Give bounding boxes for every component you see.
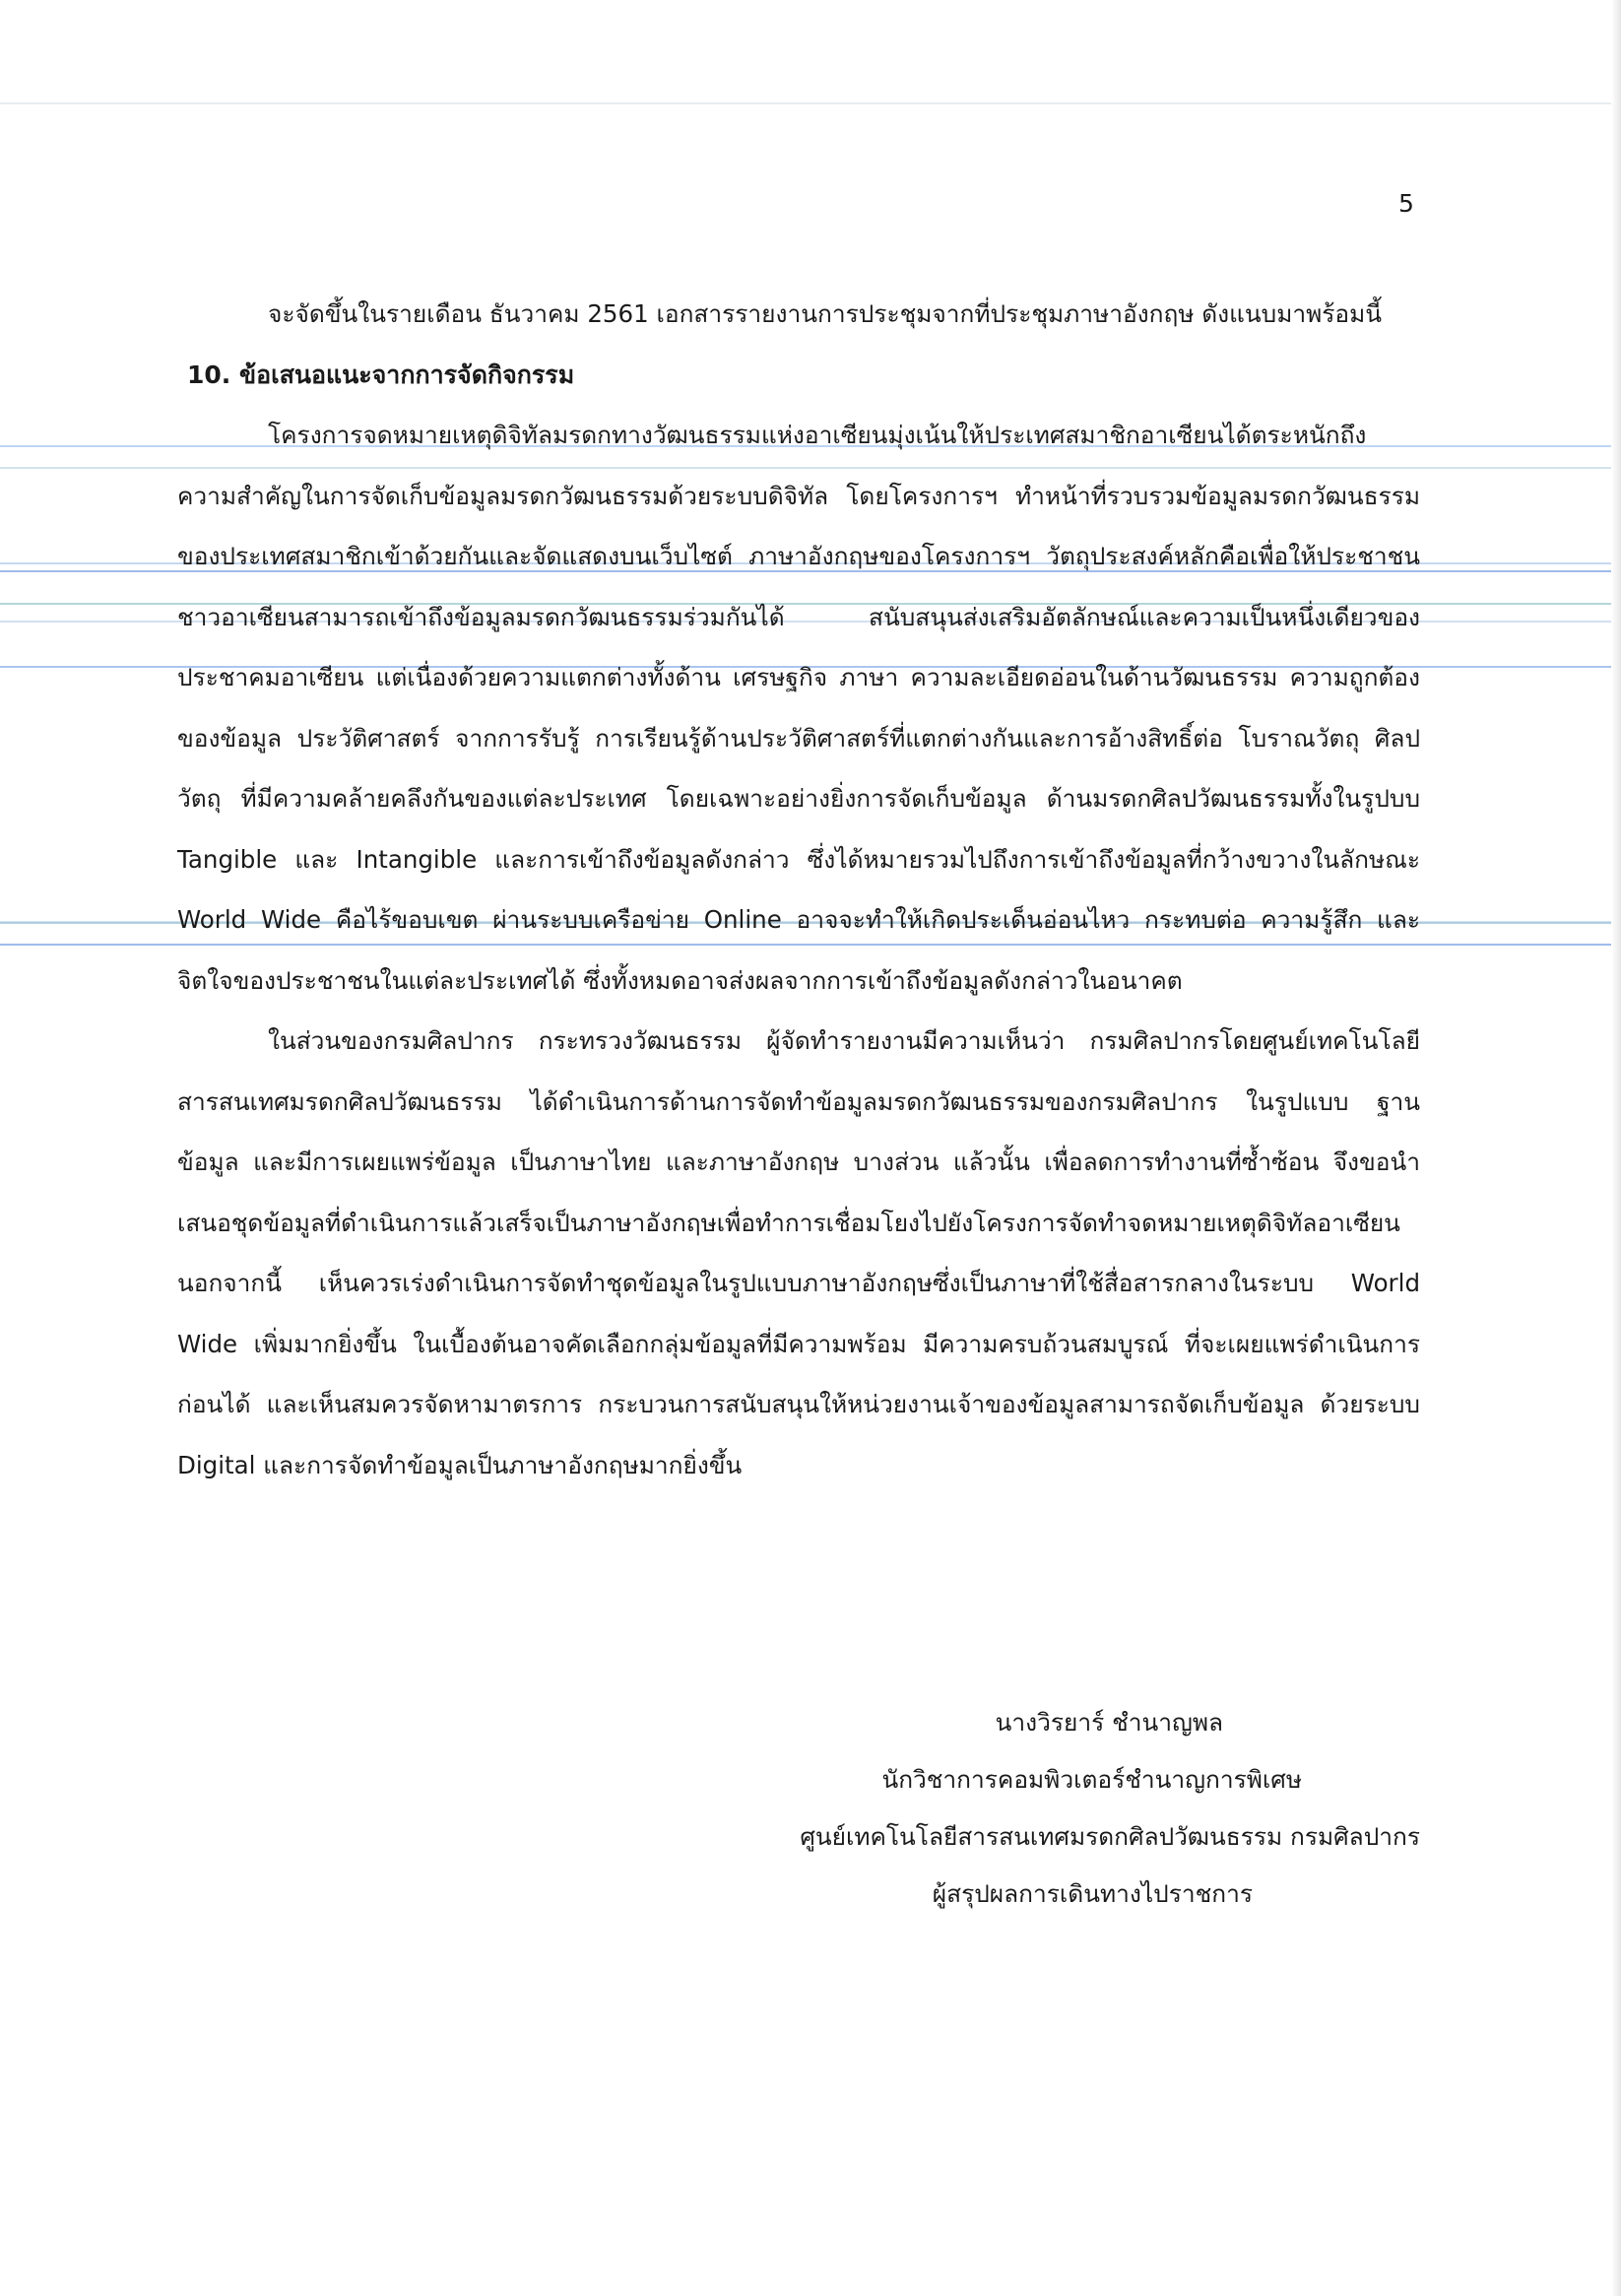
document-body <box>177 284 1420 1495</box>
page-number: 5 <box>1398 189 1414 218</box>
section-heading: 10. ข้อเสนอแนะจากการจัดกิจกรรม <box>187 360 575 389</box>
signer-role: ผู้สรุปผลการเดินทางไปราชการ <box>932 1879 1253 1908</box>
signer-unit: ศูนย์เทคโนโลยีสารสนเทศมรดกศิลปวัฒนธรรม กรมศิลปากร <box>800 1822 1420 1851</box>
signature-block <box>689 1694 1420 1923</box>
intro-paragraph: จะจัดขึ้นในรายเดือน ธันวาคม 2561 เอกสารรายงานการประชุมจากที่ประชุมภาษาอังกฤษ ดังแนบมาพร้อมนี้ <box>268 299 1383 328</box>
signer-position: นักวิชาการคอมพิวเตอร์ชำนาญการพิเศษ <box>881 1765 1302 1794</box>
signer-name: นางวิรยาร์ ชำนาญพล <box>995 1708 1223 1737</box>
paragraph-recommendations: โครงการจดหมายเหตุดิจิทัลมรดกทางวัฒนธรรมแห่งอาเซียนมุ่งเน้นให้ประเทศสมาชิกอาเซียนได้ตระหนักถึงความสำคัญในการจัดเก็บข้อมูลมรดกวัฒนธรรมด้วยระบบดิจิทัล โดยโครงการฯ ทำหน้าที่รวบรวมข้อมูลมรดกวัฒนธรรมของประเทศสมาชิกเข้าด้วยกันและจัดแสดงบนเว็บไซต์ ภาษาอังกฤษของโครงการฯ วัตถุประสงค์หลักคือเพื่อให้ประชาชนชาวอาเซียนสามารถเข้าถึงข้อมูลมรดกวัฒนธรรมร่วมกันได้ สนับสนุนส่งเสริมอัตลักษณ์และความเป็นหนึ่งเดียวของประชาคมอาเซียน แต่เนื่องด้วยความแตกต่างทั้งด้าน เศรษฐกิจ ภาษา ความละเอียดอ่อนในด้านวัฒนธรรม ความถูกต้องของข้อมูล ประวัติศาสตร์ จากการรับรู้ การเรียนรู้ด้านประวัติศาสตร์ที่แตกต่างกันและการอ้างสิทธิ์ต่อ โบราณวัตถุ ศิลปวัตถุ ที่มีความคล้ายคลึงกันของแต่ละประเทศ โดยเฉพาะอย่างยิ่งการจัดเก็บข้อมูล ด้านมรดกศิลปวัฒนธรรมทั้งในรูปบบ Tangible และ Intangible และการเข้าถึงข้อมูลดังกล่าว ซึ่งได้หมายรวมไปถึงการเข้าถึงข้อมูลที่กว้างขวางในลักษณะ World Wide คือไร้ขอบเขต ผ่านระบบเครือข่าย Online อาจจะทำให้เกิดประเด็นอ่อนไหว กระทบต่อ ความรู้สึก และจิตใจของประชาชนในแต่ละประเทศได้ ซึ่งทั้งหมดอาจส่งผลจากการเข้าถึงข้อมูลดังกล่าวในอนาคต <box>177 421 1420 995</box>
page-right-edge <box>1611 0 1621 2296</box>
scan-artifact-line <box>0 102 1621 104</box>
paragraph-department-opinion: ในส่วนของกรมศิลปากร กระทรวงวัฒนธรรม ผู้จัดทำรายงานมีความเห็นว่า กรมศิลปากรโดยศูนย์เทคโนโลยีสารสนเทศมรดกศิลปวัฒนธรรม ได้ดำเนินการด้านการจัดทำข้อมูลมรดกวัฒนธรรมของกรมศิลปากร ในรูปแบบ ฐานข้อมูล และมีการเผยแพร่ข้อมูล เป็นภาษาไทย และภาษาอังกฤษ บางส่วน แล้วนั้น เพื่อลดการทำงานที่ซ้ำซ้อน จึงขอนำเสนอชุดข้อมูลที่ดำเนินการแล้วเสร็จเป็นภาษาอังกฤษเพื่อทำการเชื่อมโยงไปยังโครงการจัดทำจดหมายเหตุดิจิทัลอาเซียน นอกจากนี้ เห็นควรเร่งดำเนินการจัดทำชุดข้อมูลในรูปแบบภาษาอังกฤษซึ่งเป็นภาษาที่ใช้สื่อสารกลางในระบบ World Wide เพิ่มมากยิ่งขึ้น ในเบื้องต้นอาจคัดเลือกกลุ่มข้อมูลที่มีความพร้อม มีความครบถ้วนสมบูรณ์ ที่จะเผยแพร่ดำเนินการก่อนได้ และเห็นสมควรจัดหามาตรการ กระบวนการสนับสนุนให้หน่วยงานเจ้าของข้อมูลสามารถจัดเก็บข้อมูล ด้วยระบบ Digital และการจัดทำข้อมูลเป็นภาษาอังกฤษมากยิ่งขึ้น <box>177 1026 1420 1479</box>
